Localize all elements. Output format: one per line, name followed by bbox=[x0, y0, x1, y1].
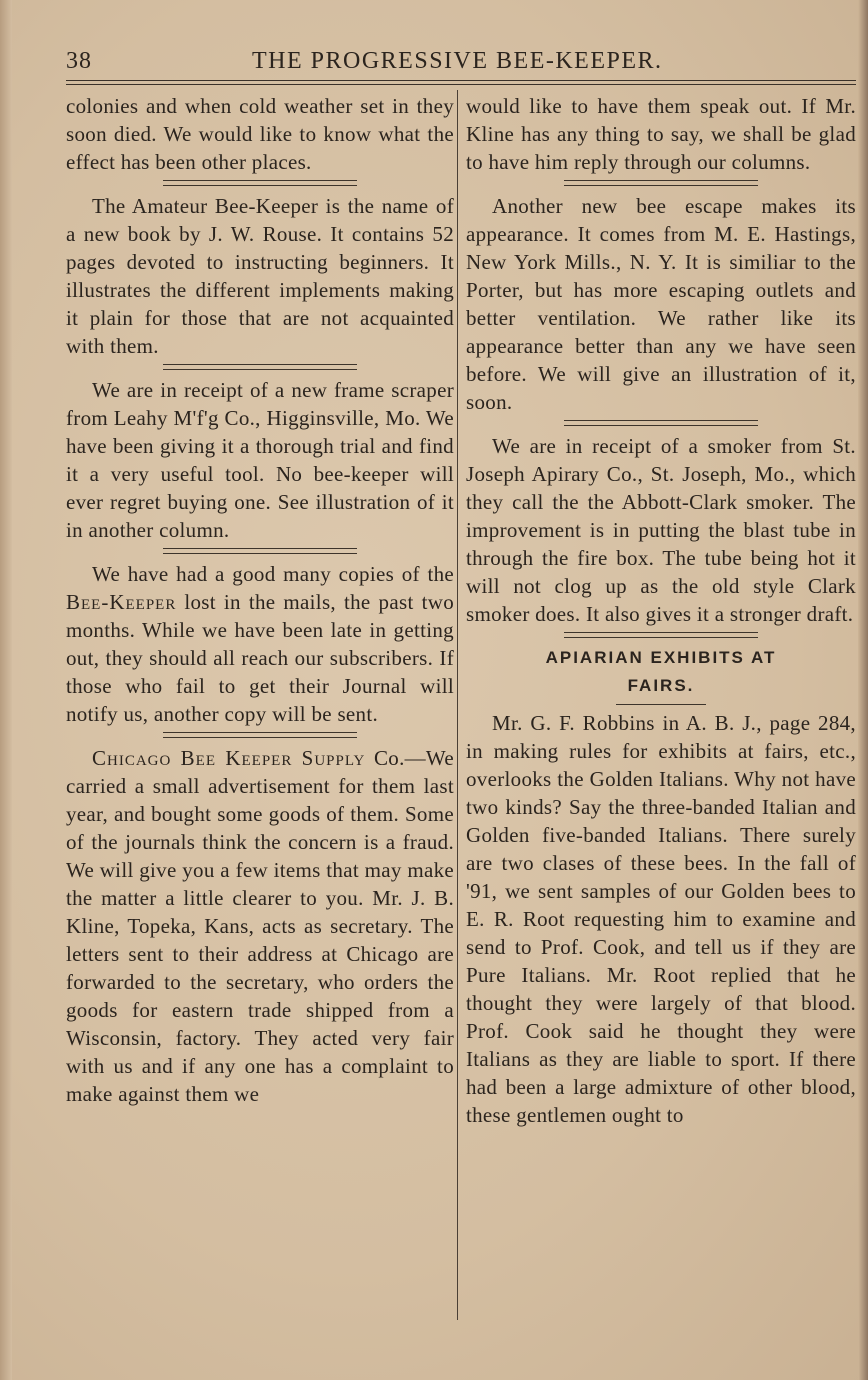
page-number: 38 bbox=[66, 48, 92, 74]
header-double-rule bbox=[66, 80, 856, 85]
right-column bbox=[466, 92, 856, 1129]
paragraph-colonies: colonies and when cold weather set in they soon died. We would like to know what the effect has been other places. bbox=[66, 94, 454, 174]
paragraph-smoker: We are in receipt of a smoker from St. Joseph Apirary Co., St. Joseph, Mo., which they call the the Abbott-Clark smoker. The improvement is in putting the blast tube in through the fire box. The tube being hot it will not clog up as the old style Clark smoker does. It also gives it a stronger draft. bbox=[466, 434, 856, 626]
page-header bbox=[66, 44, 856, 80]
paragraph-golden-italians: Mr. G. F. Robbins in A. B. J., page 284, in making rules for exhibits at fairs, etc., overlooks the Golden Italians. Why not have two kinds? Say the three-banded Italian and Golden five-banded Italians. There surely are two clases of these bees. In the fall of '91, we sent samples of our Golden bees to E. R. Root requesting him to examine and send to Prof. Cook, and tell us if they are Pure Italians. Mr. Root replied that he thought they were largely of that blood. Prof. Cook said he thought they were Italians as they are liable to sport. If there had been a large admixture of other blood, these gentlemen ought to bbox=[466, 711, 856, 1127]
section-separator bbox=[163, 364, 357, 370]
lost-copies-text-end: lost in the mails, the past two months. While we have been late in getting out, they should all reach our subscribers. If those who fail to get their Journal will notify us, another copy will be sent. bbox=[66, 590, 454, 726]
section-separator bbox=[163, 180, 357, 186]
heading-underline bbox=[616, 704, 706, 705]
page-right-edge bbox=[858, 0, 868, 1380]
chicago-supply-smallcaps: Chicago Bee Keeper Supply bbox=[92, 746, 366, 770]
heading-line-1: APIARIAN EXHIBITS AT bbox=[545, 648, 777, 667]
page-left-edge bbox=[0, 0, 12, 1380]
heading-line-2: FAIRS. bbox=[627, 676, 695, 695]
lost-copies-text-start: We have had a good many copies of the bbox=[92, 562, 454, 586]
paragraph-speak-out: would like to have them speak out. If Mr. Kline has any thing to say, we shall be glad to have him reply through our columns. bbox=[466, 94, 856, 174]
bee-keeper-smallcaps: Bee-Keeper bbox=[66, 590, 177, 614]
paragraph-chicago-supply bbox=[66, 744, 454, 1108]
section-separator bbox=[564, 420, 758, 426]
running-title: THE PROGRESSIVE BEE-KEEPER. bbox=[252, 48, 663, 74]
paragraph-bee-escape: Another new bee escape makes its appearance. It comes from M. E. Hastings, New York Mills., N. Y. It is similiar to the Porter, but has more escaping outlets and better ventilation. We rather like its appearance better than any we have seen before. We will give an illustration of it, soon. bbox=[466, 194, 856, 414]
section-heading-apiarian bbox=[466, 644, 856, 700]
paragraph-lost-copies bbox=[66, 560, 454, 728]
paragraph-amateur-bee-keeper: The Amateur Bee-Keeper is the name of a new book by J. W. Rouse. It contains 52 pages devoted to instructing beginners. It illustrates the different implements making it plain for those that are not acquainted with them. bbox=[66, 194, 454, 358]
left-column bbox=[66, 92, 454, 1108]
section-separator bbox=[564, 180, 758, 186]
chicago-supply-text: Co.—We carried a small advertisement for them last year, and bought some goods of them. Some of the journals think the concern is a fraud. We will give you a few items that may make the matter a little clearer to you. Mr. J. B. Kline, Topeka, Kans, acts as secretary. The letters sent to their address at Chicago are forwarded to the secretary, who orders the goods for eastern trade shipped from a Wisconsin, factory. They acted very fair with us and if any one has a complaint to make against them we bbox=[66, 746, 454, 1106]
paragraph-frame-scraper: We are in receipt of a new frame scraper from Leahy M'f'g Co., Higginsville, Mo. We have been giving it a thorough trial and find it a very useful tool. No bee-keeper will ever regret buying one. See illustration of it in another column. bbox=[66, 378, 454, 542]
section-separator bbox=[163, 732, 357, 738]
section-separator bbox=[163, 548, 357, 554]
column-divider bbox=[457, 90, 458, 1320]
section-separator bbox=[564, 632, 758, 638]
